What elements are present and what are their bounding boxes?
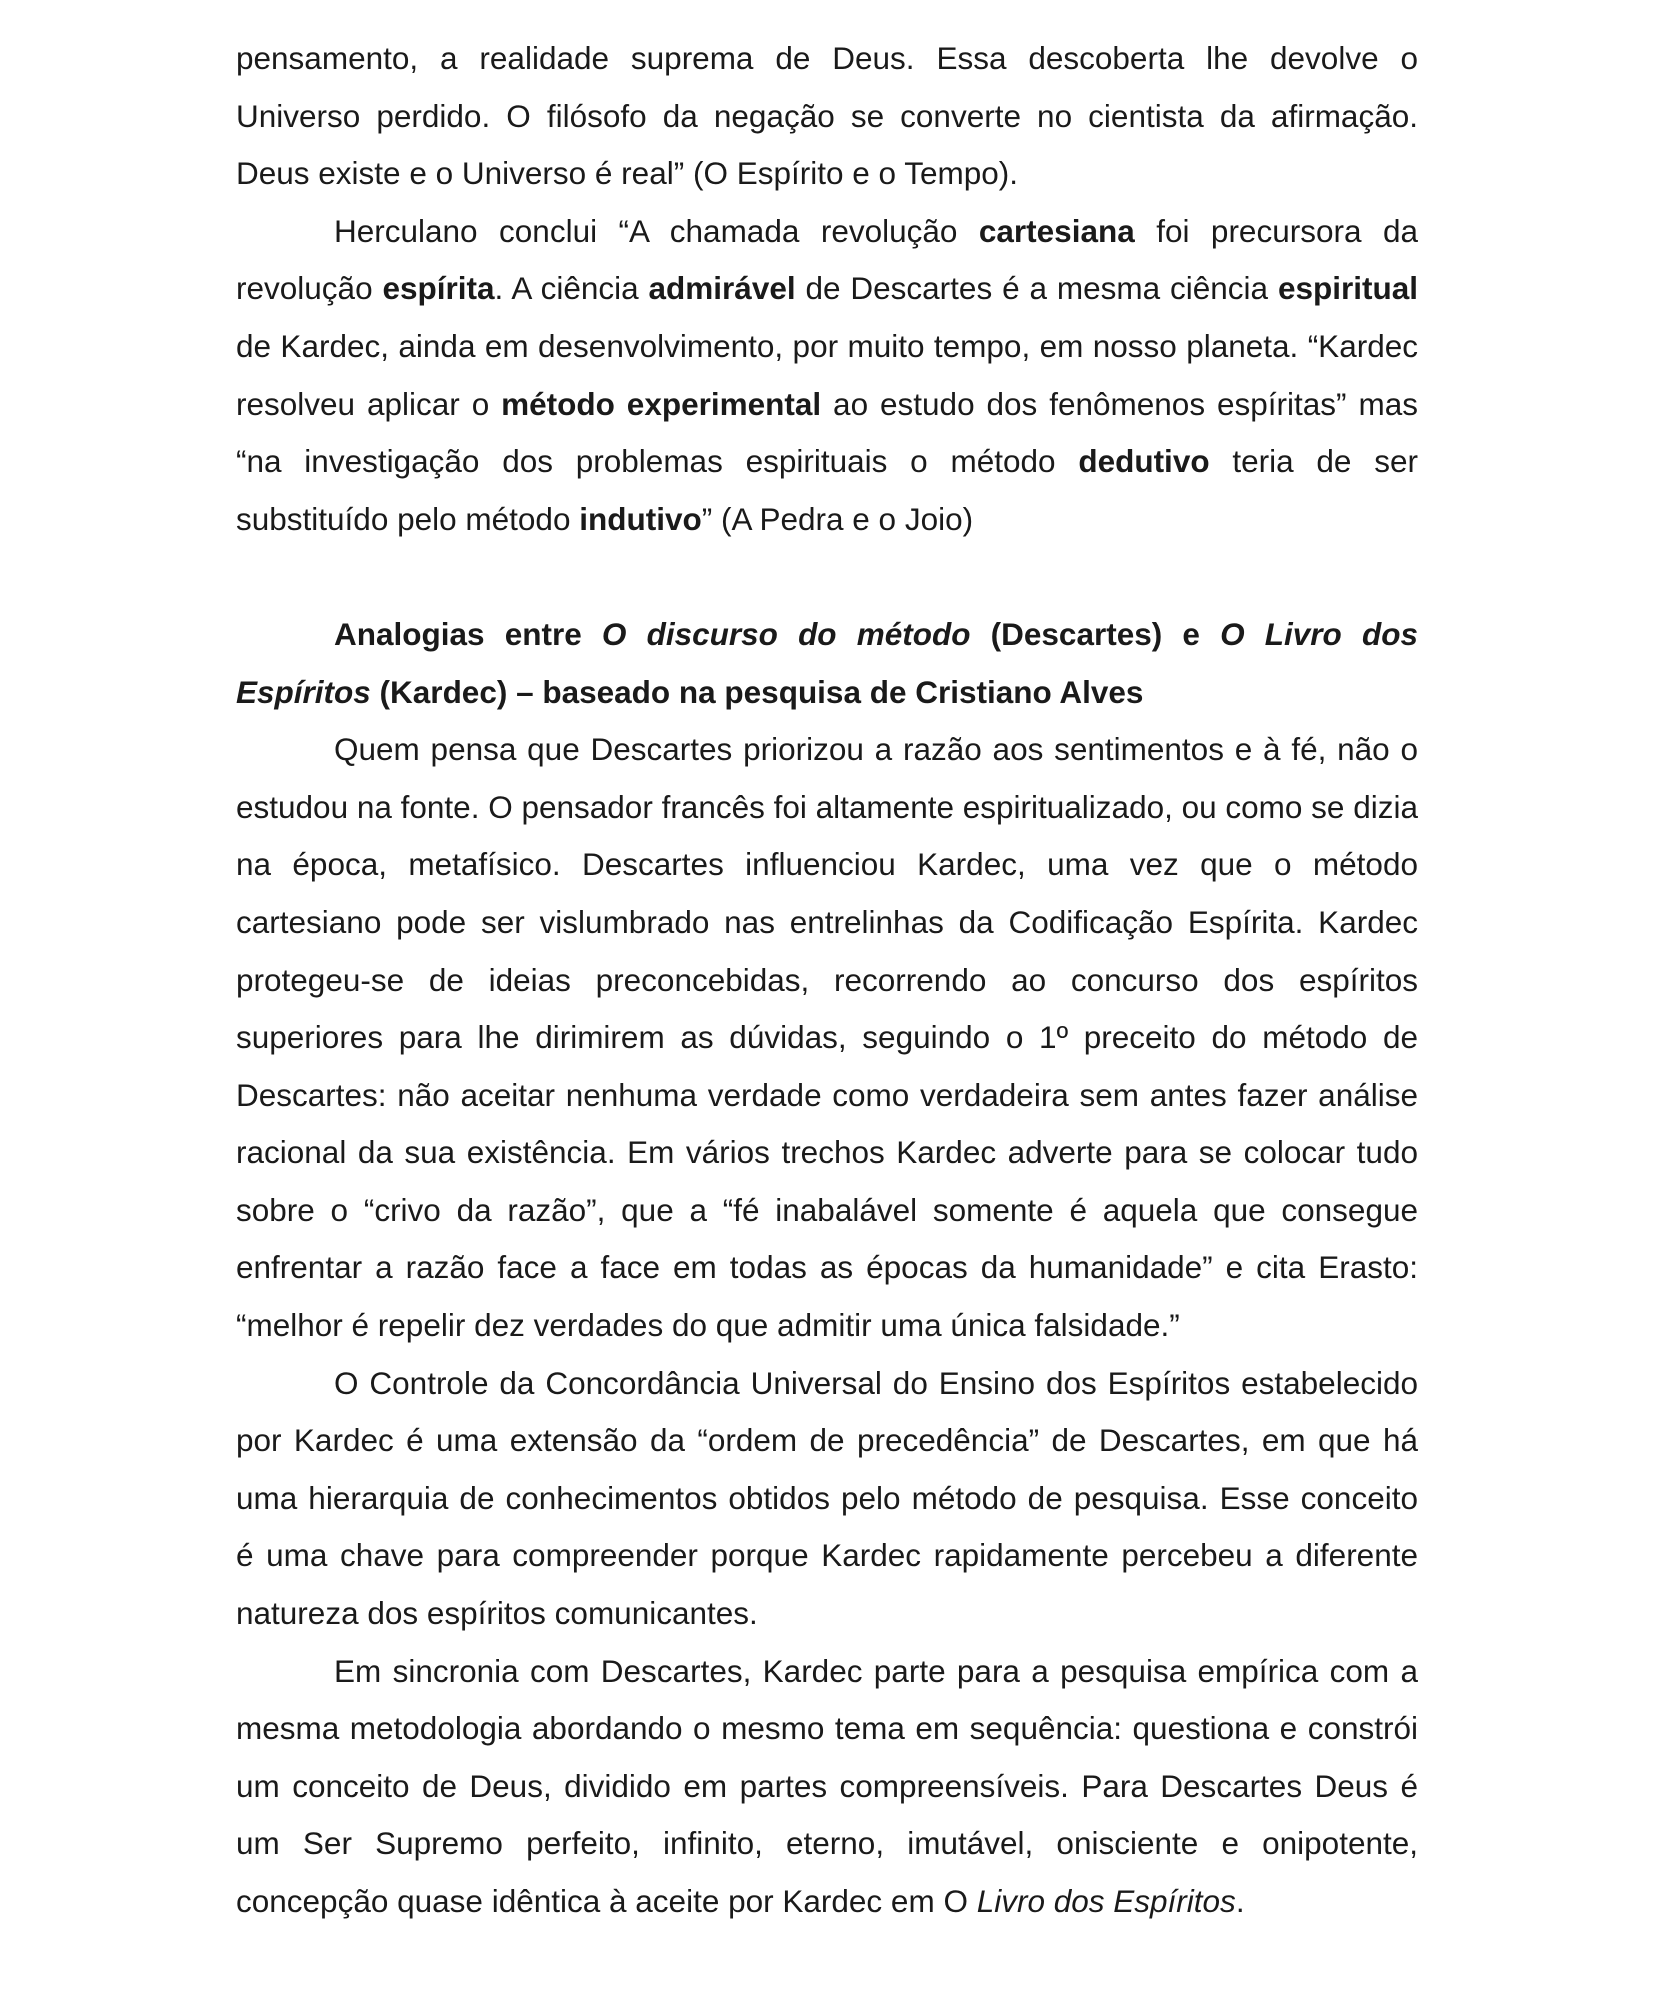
bold-text: método experimental xyxy=(501,385,822,422)
bold-italic-text: O discurso do método xyxy=(601,615,971,652)
bold-text: (Descartes) e xyxy=(970,615,1221,652)
paragraph-continuation xyxy=(236,30,1418,203)
bold-text: espiritual xyxy=(1277,270,1418,307)
text-run: O Controle da Concordância Universal do Ensino dos Espíritos estabelecido por Kardec é uma extensão da “ordem de precedência” de Descartes, em que há uma hierarquia de conhecimentos obtidos pelo método de pesquisa. Esse conceito é uma chave para compreender porque Kardec rapidamente percebeu a diferente natureza dos espíritos comunicantes. xyxy=(236,1364,1418,1632)
bold-text: (Kardec) – baseado na pesquisa de Cristiano Alves xyxy=(370,673,1144,710)
text-run: . A ciência xyxy=(494,270,649,307)
italic-text: Livro dos Espíritos xyxy=(976,1883,1236,1919)
bold-text: cartesiana xyxy=(978,212,1135,249)
bold-italic-text: O Livro dos Espíritos xyxy=(236,615,1418,710)
text-run: . xyxy=(1235,1883,1245,1919)
bold-text: Analogias entre xyxy=(334,615,602,652)
text-run: Herculano conclui “A chamada revolução xyxy=(334,212,979,249)
bold-text: indutivo xyxy=(579,500,702,537)
paragraph-descartes-kardec xyxy=(236,721,1418,1355)
text-run: foi precursora da revolução xyxy=(236,212,1418,307)
bold-text: admirável xyxy=(648,270,796,307)
document-page xyxy=(236,30,1418,1931)
paragraph-controle-concordancia xyxy=(236,1355,1418,1643)
text-run: ao estudo dos fenômenos espíritas” mas “na investigação dos problemas espirituais o método xyxy=(236,385,1418,480)
section-heading xyxy=(236,606,1418,721)
text-run: ” (A Pedra e o Joio) xyxy=(701,500,974,537)
text-run: pensamento, a realidade suprema de Deus. Essa descoberta lhe devolve o Universo perdido. O filósofo da negação se converte no cientista da afirmação. Deus existe e o Universo é real” (O Espírito e o Tempo). xyxy=(236,40,1418,192)
text-run: Quem pensa que Descartes priorizou a razão aos sentimentos e à fé, não o estudou na fonte. O pensador francês foi altamente espiritualizado, ou como se dizia na época, metafísico. Descartes influenciou Kardec, uma vez que o método cartesiano pode ser vislumbrado nas entrelinhas da Codificação Espírita. Kardec protegeu-se de ideias preconcebidas, recorrendo ao concurso dos espíritos superiores para lhe dirimirem as dúvidas, seguindo o 1º preceito do método de Descartes: não aceitar nenhuma verdade como verdadeira sem antes fazer análise racional da sua existência. Em vários trechos Kardec adverte para se colocar tudo sobre o “crivo da razão”, que a “fé inabalável somente é aquela que consegue enfrentar a razão face a face em todas as épocas da humanidade” e cita Erasto: “melhor é repelir dez verdades do que admitir uma única falsidade.” xyxy=(236,731,1418,1344)
text-run: teria de ser substituído pelo método xyxy=(236,443,1418,537)
paragraph-sincronia xyxy=(236,1643,1418,1931)
paragraph-spacer xyxy=(236,548,1418,606)
text-run: Em sincronia com Descartes, Kardec parte para a pesquisa empírica com a mesma metodologia abordando o mesmo tema em sequência: questiona e constrói um conceito de Deus, dividido em partes compreensíveis. Para Descartes Deus é um Ser Supremo perfeito, infinito, eterno, imutável, onisciente e onipotente, concepção quase idêntica à aceite por Kardec em O xyxy=(236,1652,1418,1919)
text-run: de Descartes é a mesma ciência xyxy=(795,270,1278,307)
text-run: de Kardec, ainda em desenvolvimento, por muito tempo, em nosso planeta. “Kardec resolveu aplicar o xyxy=(236,327,1418,422)
paragraph-herculano xyxy=(236,203,1418,549)
bold-text: espírita xyxy=(382,270,495,307)
bold-text: dedutivo xyxy=(1078,443,1210,480)
